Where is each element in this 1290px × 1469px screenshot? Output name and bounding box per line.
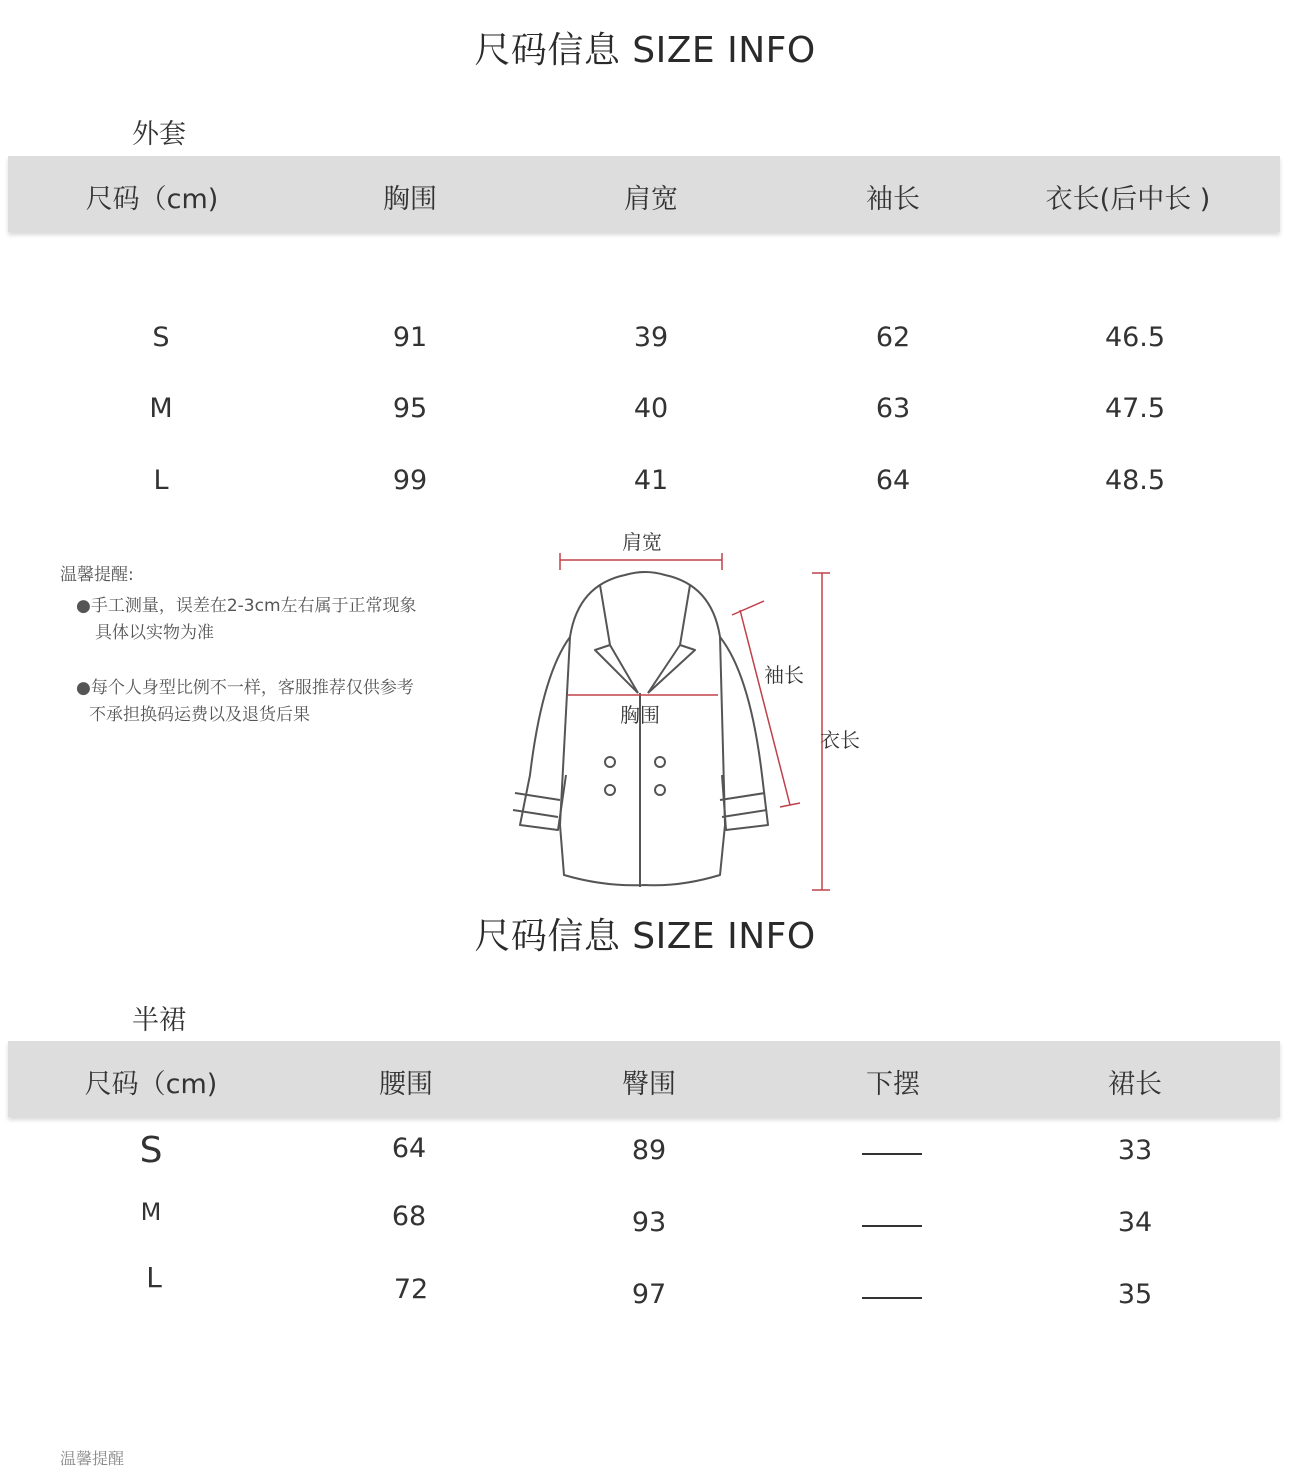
skirt-header-size: 尺码（cm) [84, 1069, 218, 1100]
skirt-size-s: S [139, 1130, 163, 1171]
coat-header-shoulder: 肩宽 [624, 184, 678, 215]
skirt-hip-l: 97 [631, 1279, 667, 1310]
note-line-4: 不承担换码运费以及退货后果 [89, 705, 310, 725]
coat-header-sleeve: 袖长 [866, 184, 920, 215]
coat-length-s: 46.5 [1104, 322, 1166, 353]
coat-sleeve-l: 64 [875, 465, 911, 496]
coat-header-chest: 胸围 [383, 184, 437, 215]
diagram-label-shoulder: 肩宽 [622, 530, 662, 554]
coat-size-l: L [153, 465, 169, 496]
section-label-coat: 外套 [132, 119, 186, 150]
size-info-title-bottom: 尺码信息 SIZE INFO [474, 916, 816, 957]
skirt-header-hip: 臀围 [622, 1069, 676, 1100]
coat-header-size: 尺码（cm) [85, 184, 219, 215]
coat-chest-s: 91 [392, 322, 428, 353]
diagram-label-chest: 胸围 [620, 703, 660, 727]
skirt-header-waist: 腰围 [379, 1069, 433, 1100]
skirt-waist-m: 68 [391, 1201, 427, 1232]
coat-chest-l: 99 [392, 465, 428, 496]
skirt-header-length: 裙长 [1108, 1069, 1162, 1100]
coat-length-l: 48.5 [1104, 465, 1166, 496]
skirt-length-l: 35 [1117, 1279, 1153, 1310]
skirt-hem-l-dash [862, 1297, 922, 1299]
skirt-waist-l: 72 [393, 1274, 429, 1305]
skirt-length-m: 34 [1117, 1207, 1153, 1238]
note-line-2: 具体以实物为准 [95, 623, 214, 643]
coat-length-m: 47.5 [1104, 393, 1166, 424]
coat-shoulder-s: 39 [633, 322, 669, 353]
coat-shoulder-l: 41 [633, 465, 669, 496]
diagram-label-length: 衣长 [820, 728, 860, 752]
skirt-size-l: L [146, 1261, 162, 1294]
coat-chest-m: 95 [392, 393, 428, 424]
size-info-title-top: 尺码信息 SIZE INFO [474, 30, 816, 71]
skirt-hip-m: 93 [631, 1207, 667, 1238]
coat-sleeve-s: 62 [875, 322, 911, 353]
coat-size-m: M [149, 393, 173, 424]
coat-size-s: S [152, 322, 170, 353]
footer-fragment: 温馨提醒 [60, 1449, 125, 1468]
skirt-waist-s: 64 [391, 1133, 427, 1164]
skirt-header-hem: 下摆 [866, 1069, 920, 1100]
coat-sleeve-m: 63 [875, 393, 911, 424]
note-line-3: ●每个人身型比例不一样，客服推荐仅供参考 [76, 678, 414, 698]
skirt-hem-m-dash [862, 1225, 922, 1227]
coat-illustration [500, 525, 860, 900]
diagram-label-sleeve: 袖长 [764, 663, 804, 687]
coat-shoulder-m: 40 [633, 393, 669, 424]
skirt-hip-s: 89 [631, 1135, 667, 1166]
notes-heading: 温馨提醒: [60, 565, 134, 585]
note-line-1: ●手工测量，误差在2-3cm左右属于正常现象 [76, 596, 417, 616]
coat-header-length: 衣长(后中长 ) [1045, 184, 1211, 215]
skirt-length-s: 33 [1117, 1135, 1153, 1166]
skirt-size-m: M [140, 1198, 162, 1226]
coat-measurement-diagram [500, 525, 860, 900]
section-label-skirt: 半裙 [132, 1005, 186, 1036]
skirt-hem-s-dash [862, 1153, 922, 1155]
